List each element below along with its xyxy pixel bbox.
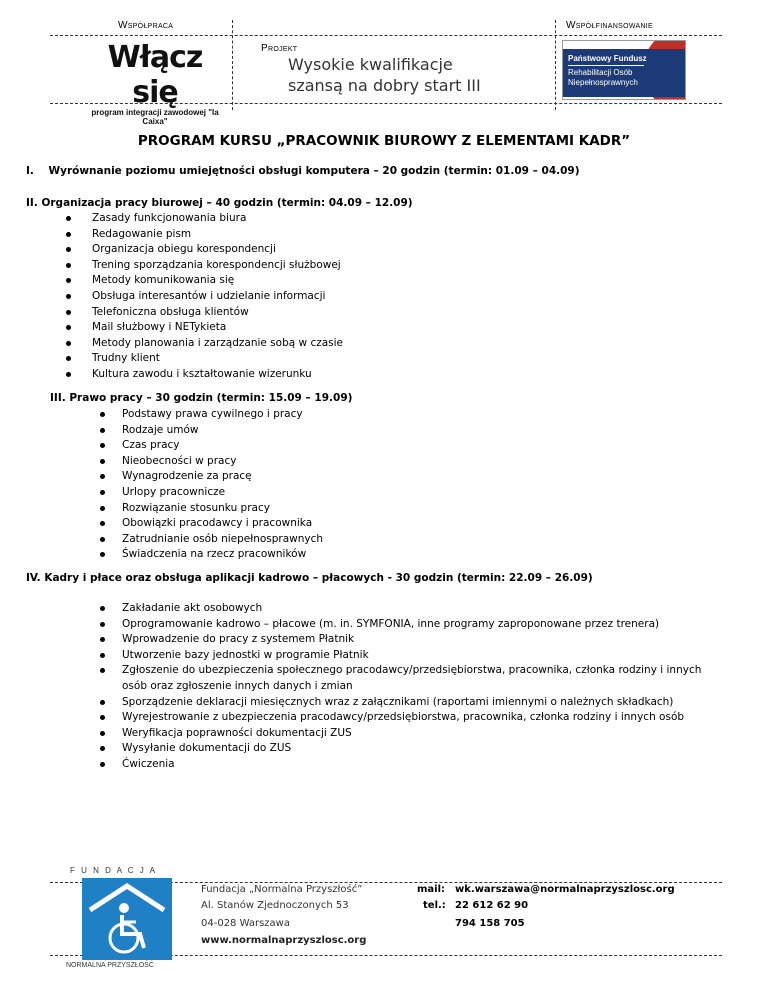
pfron-line2: Rehabilitacji Osób: [568, 68, 633, 77]
list-item: Zatrudnianie osób niepełnosprawnych: [122, 532, 323, 548]
bullet-icon: [66, 356, 71, 361]
bullet-icon: [100, 443, 105, 448]
bullet-icon: [100, 506, 105, 511]
bullet-icon: [100, 474, 105, 479]
tel-label: tel.:: [423, 900, 446, 911]
list-item: Nieobecności w pracy: [122, 454, 323, 470]
address-line1: Al. Stanów Zjednoczonych 53: [201, 900, 349, 911]
bullet-icon: [100, 746, 105, 751]
list-item: Zakładanie akt osobowych: [122, 601, 722, 617]
list-item: Rodzaje umów: [122, 423, 323, 439]
project-title: [288, 54, 481, 96]
project-title-line2: szansą na dobry start III: [288, 76, 481, 95]
list-item: Wprowadzenie do pracy z systemem Płatnik: [122, 632, 722, 648]
bullet-icon: [66, 372, 71, 377]
pfron-separator: [568, 65, 644, 66]
bullet-icon: [100, 459, 105, 464]
bullet-icon: [100, 490, 105, 495]
list-item: Telefoniczna obsługa klientów: [92, 305, 343, 321]
list-item: Trening sporządzania korespondencji służbowej: [92, 258, 343, 274]
section-4-list: [122, 601, 722, 773]
list-item: Sporządzenie deklaracji miesięcznych wraz z załącznikami (raportami imiennymi o należnych składkach): [122, 695, 722, 711]
bullet-icon: [100, 552, 105, 557]
bullet-icon: [100, 521, 105, 526]
list-item: Ćwiczenia: [122, 757, 722, 773]
bullet-icon: [66, 232, 71, 237]
list-item: Świadczenia na rzecz pracowników: [122, 547, 323, 563]
bullet-icon: [66, 247, 71, 252]
list-item: Metody komunikowania się: [92, 273, 343, 289]
bullet-icon: [100, 428, 105, 433]
website-link[interactable]: www.normalnaprzyszlosc.org: [201, 935, 367, 946]
bullet-icon: [100, 412, 105, 417]
bullet-icon: [66, 310, 71, 315]
list-item: Oprogramowanie kadrowo – płacowe (m. in. SYMFONIA, inne programy zaproponowane przez trenera): [122, 617, 722, 633]
pfron-line3: Niepełnosprawnych: [568, 78, 638, 87]
mail-link[interactable]: wk.warszawa@normalnaprzyszlosc.org: [455, 884, 675, 895]
tel-1: 22 612 62 90: [455, 900, 529, 911]
section-4-heading: IV. Kadry i płace oraz obsługa aplikacji kadrowo – płacowych - 30 godzin (termin: 22.09 – 26.09): [26, 572, 593, 584]
bullet-icon: [100, 700, 105, 705]
header-right-label: Współfinansowanie: [566, 20, 654, 31]
list-item: Podstawy prawa cywilnego i pracy: [122, 407, 323, 423]
bullet-icon: [100, 668, 105, 673]
bullet-icon: [66, 341, 71, 346]
fundacja-bottom-label: NORMALNA PRZYSZŁOŚĆ: [66, 962, 154, 969]
bullet-icon: [100, 606, 105, 611]
pfron-logo: [562, 40, 686, 100]
list-item: Weryfikacja poprawności dokumentacji ZUS: [122, 726, 722, 742]
bullet-icon: [66, 294, 71, 299]
logo-text-main: łącz się: [132, 40, 203, 110]
bullet-icon: [100, 731, 105, 736]
mail-label: mail:: [417, 884, 446, 895]
list-item: Urlopy pracownicze: [122, 485, 323, 501]
pfron-blue-band: [563, 49, 685, 97]
wheelchair-icon: [82, 878, 172, 960]
bullet-icon: [100, 637, 105, 642]
section-2-heading: II. Organizacja pracy biurowej – 40 godzin (termin: 04.09 – 12.09): [26, 197, 413, 209]
bullet-icon: [66, 216, 71, 221]
list-item: Rozwiązanie stosunku pracy: [122, 501, 323, 517]
wlacz-sie-logo: [90, 40, 220, 126]
list-item: Zasady funkcjonowania biura: [92, 211, 343, 227]
bullet-icon: [66, 263, 71, 268]
list-item: Wysyłanie dokumentacji do ZUS: [122, 741, 722, 757]
section-1-heading: I. Wyrównanie poziomu umiejętności obsługi komputera – 20 godzin (termin: 01.09 – 04.09): [26, 165, 580, 177]
pfron-line1: Państwowy Fundusz: [568, 54, 647, 63]
bullet-icon: [100, 622, 105, 627]
tel-2: 794 158 705: [455, 918, 525, 929]
list-item: Redagowanie pism: [92, 227, 343, 243]
bullet-icon: [66, 325, 71, 330]
logo-subtitle: program integracji zawodowej "la Caixa": [91, 108, 219, 126]
bullet-icon: [100, 537, 105, 542]
fundacja-logo: [82, 878, 172, 960]
list-item: Obsługa interesantów i udzielanie informacji: [92, 289, 343, 305]
section-3-list: [122, 407, 323, 563]
address-line2: 04-028 Warszawa: [201, 918, 290, 929]
bullet-icon: [100, 762, 105, 767]
fundacja-top-label: F U N D A C J A: [70, 866, 157, 875]
org-name: Fundacja „Normalna Przyszłość”: [201, 884, 363, 895]
list-item: Zgłoszenie do ubezpieczenia społecznego pracodawcy/przedsiębiorstwa, pracownika, członka rodziny i innych osób oraz zgłoszenie innych danych i zmian: [122, 663, 722, 694]
list-item: Obowiązki pracodawcy i pracownika: [122, 516, 323, 532]
list-item: Czas pracy: [122, 438, 323, 454]
list-item: Mail służbowy i NETykieta: [92, 320, 343, 336]
section-2-list: [92, 211, 343, 383]
header-left-label: Współpraca: [118, 20, 174, 31]
list-item: Organizacja obiegu korespondencji: [92, 242, 343, 258]
list-item: Trudny klient: [92, 351, 343, 367]
list-item: Wynagrodzenie za pracę: [122, 469, 323, 485]
logo-text-dark: W: [107, 40, 140, 75]
list-item: Kultura zawodu i kształtowanie wizerunku: [92, 367, 343, 383]
bullet-icon: [66, 278, 71, 283]
bullet-icon: [100, 715, 105, 720]
bullet-icon: [100, 653, 105, 658]
section-3-heading: III. Prawo pracy – 30 godzin (termin: 15.09 – 19.09): [50, 392, 353, 404]
list-item: Utworzenie bazy jednostki w programie Płatnik: [122, 648, 722, 664]
project-label: Projekt: [261, 43, 298, 54]
project-title-line1: Wysokie kwalifikacje: [288, 55, 453, 74]
list-item: Metody planowania i zarządzanie sobą w czasie: [92, 336, 343, 352]
list-item: Wyrejestrowanie z ubezpieczenia pracodawcy/przedsiębiorstwa, pracownika, członka rodziny i innych osób: [122, 710, 722, 726]
page-title: PROGRAM KURSU „PRACOWNIK BIUROWY Z ELEMENTAMI KADR”: [137, 133, 631, 149]
